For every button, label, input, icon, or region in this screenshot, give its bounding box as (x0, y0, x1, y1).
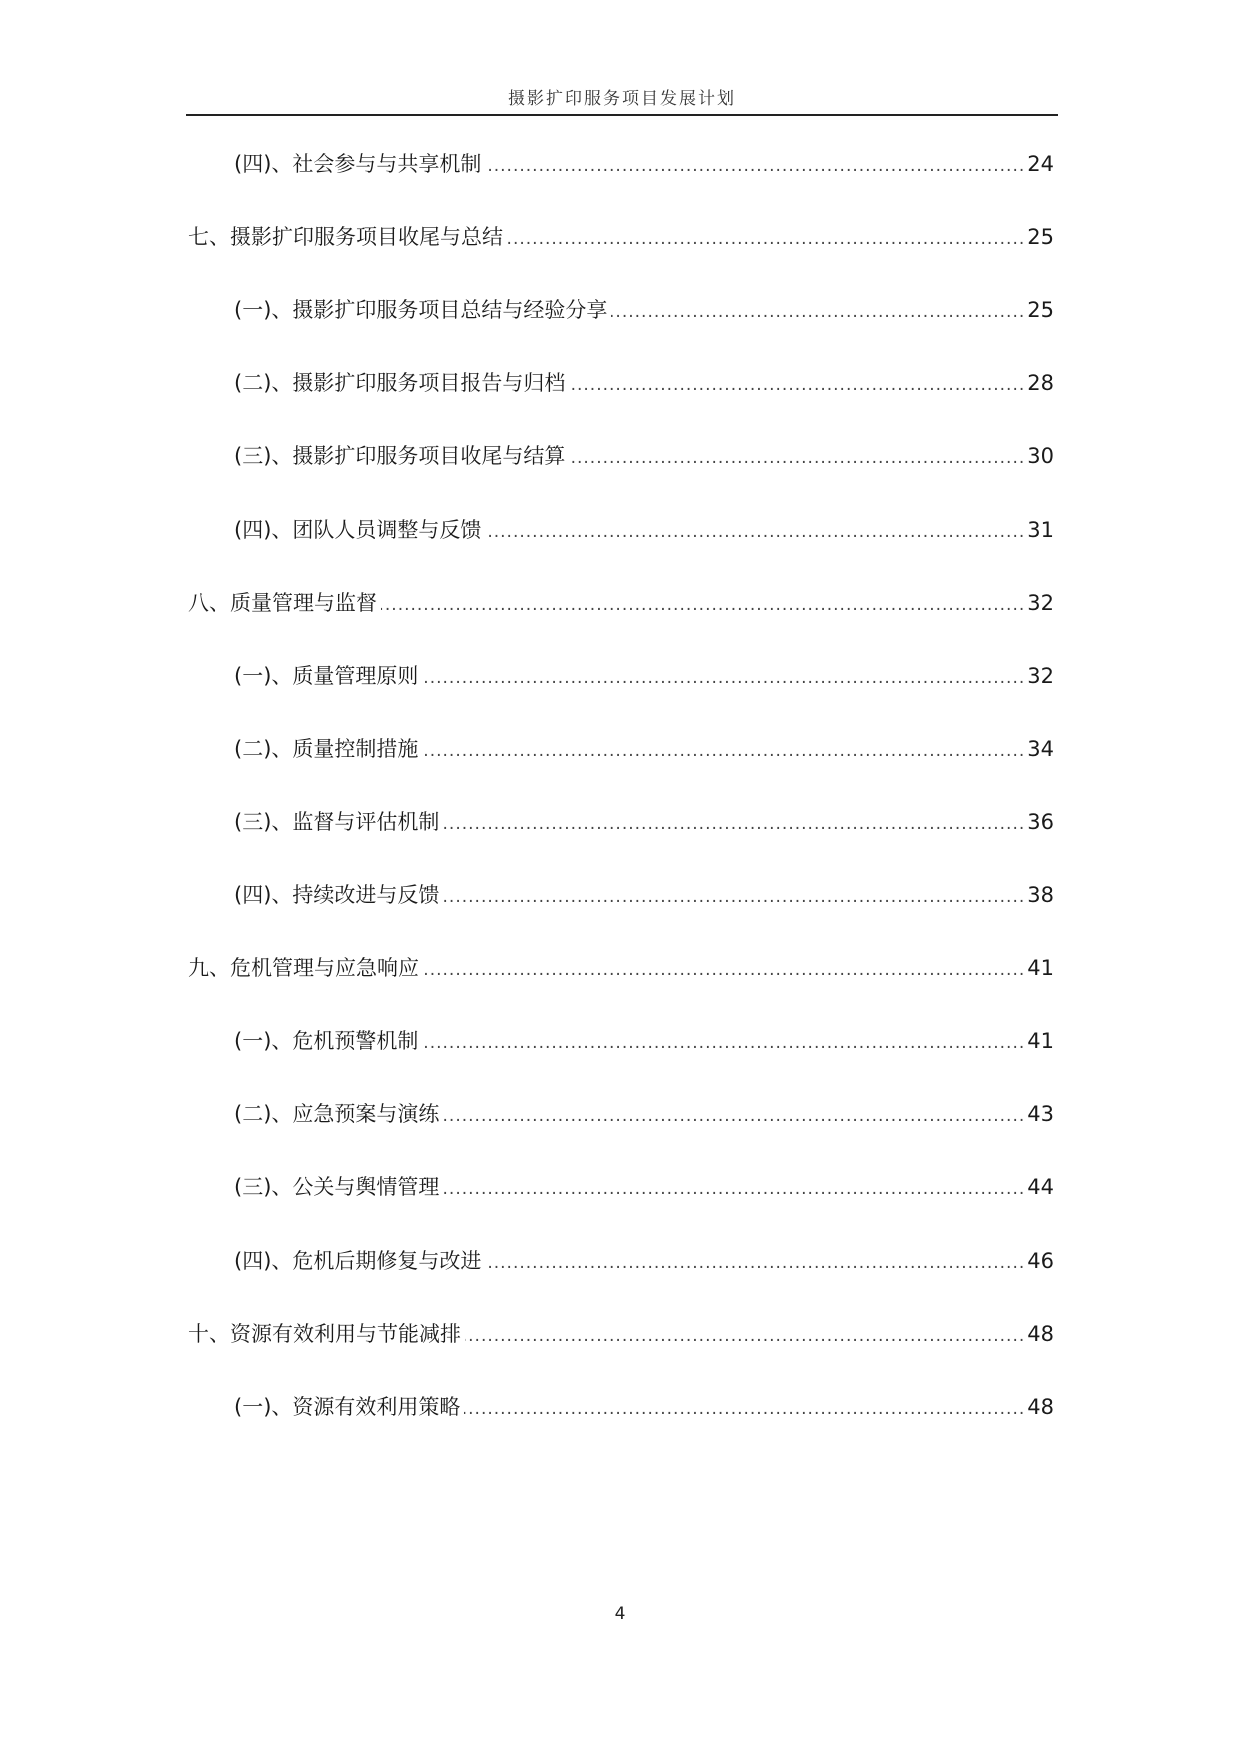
toc-section-entry[interactable] (234, 441, 1054, 471)
toc-entry-page: 48 (1027, 1322, 1054, 1346)
toc-section-entry[interactable] (234, 1172, 1054, 1202)
toc-dot-leader (507, 222, 1025, 252)
toc-dot-leader (485, 515, 1025, 545)
toc-section-entry[interactable] (234, 734, 1054, 764)
toc-entry-page: 31 (1027, 518, 1054, 542)
page-number: 4 (614, 1604, 626, 1624)
toc-section-entry[interactable] (234, 661, 1054, 691)
toc-entry-label: (二)、应急预案与演练 (234, 1102, 440, 1126)
toc-entry-page: 46 (1027, 1249, 1054, 1273)
toc-dot-leader (381, 588, 1025, 618)
toc-entry-page: 30 (1027, 444, 1054, 468)
toc-dot-leader (464, 1392, 1025, 1422)
toc-entry-label: (四)、持续改进与反馈 (234, 883, 440, 907)
toc-entry-label: 九、危机管理与应急响应 (188, 956, 419, 980)
toc-entry-label: 八、质量管理与监督 (188, 591, 377, 615)
toc-chapter-entry[interactable] (188, 953, 1054, 983)
toc-entry-page: 25 (1027, 225, 1054, 249)
toc-entry-page: 36 (1027, 810, 1054, 834)
toc-chapter-entry[interactable] (188, 222, 1054, 252)
toc-entry-label: (三)、监督与评估机制 (234, 810, 440, 834)
toc-section-entry[interactable] (234, 515, 1054, 545)
toc-entry-label: (三)、公关与舆情管理 (234, 1175, 440, 1199)
toc-section-entry[interactable] (234, 807, 1054, 837)
toc-section-entry[interactable] (234, 1246, 1054, 1276)
toc-entry-page: 28 (1027, 371, 1054, 395)
toc-section-entry[interactable] (234, 1099, 1054, 1129)
toc-entry-page: 32 (1027, 591, 1054, 615)
toc-entry-page: 38 (1027, 883, 1054, 907)
toc-section-entry[interactable] (234, 368, 1054, 398)
toc-dot-leader (422, 734, 1025, 764)
toc-entry-label: 十、资源有效利用与节能减排 (188, 1322, 461, 1346)
toc-entry-label: (四)、团队人员调整与反馈 (234, 518, 482, 542)
toc-entry-page: 41 (1027, 956, 1054, 980)
toc-entry-label: 七、摄影扩印服务项目收尾与总结 (188, 225, 503, 249)
toc-dot-leader (422, 1026, 1025, 1056)
toc-dot-leader (569, 368, 1025, 398)
toc-dot-leader (611, 295, 1025, 325)
toc-dot-leader (465, 1319, 1025, 1349)
toc-section-entry[interactable] (234, 1026, 1054, 1056)
toc-dot-leader (443, 1099, 1025, 1129)
toc-chapter-entry[interactable] (188, 588, 1054, 618)
toc-entry-page: 43 (1027, 1102, 1054, 1126)
toc-section-entry[interactable] (234, 880, 1054, 910)
toc-entry-label: (三)、摄影扩印服务项目收尾与结算 (234, 444, 566, 468)
toc-entry-page: 34 (1027, 737, 1054, 761)
toc-entry-label: (一)、资源有效利用策略 (234, 1395, 461, 1419)
toc-chapter-entry[interactable] (188, 1319, 1054, 1349)
toc-entry-page: 32 (1027, 664, 1054, 688)
toc-section-entry[interactable] (234, 295, 1054, 325)
toc-dot-leader (422, 661, 1025, 691)
toc-dot-leader (485, 149, 1025, 179)
toc-entry-label: (一)、质量管理原则 (234, 664, 419, 688)
toc-entry-page: 25 (1027, 298, 1054, 322)
document-title: 摄影扩印服务项目发展计划 (508, 89, 736, 109)
toc-entry-page: 41 (1027, 1029, 1054, 1053)
toc-entry-page: 44 (1027, 1175, 1054, 1199)
toc-section-entry[interactable] (234, 1392, 1054, 1422)
toc-entry-page: 24 (1027, 152, 1054, 176)
toc-entry-label: (四)、危机后期修复与改进 (234, 1249, 482, 1273)
toc-entry-label: (一)、危机预警机制 (234, 1029, 419, 1053)
toc-entry-label: (四)、社会参与与共享机制 (234, 152, 482, 176)
toc-section-entry[interactable] (234, 149, 1054, 179)
toc-dot-leader (443, 1172, 1025, 1202)
toc-entry-label: (二)、质量控制措施 (234, 737, 419, 761)
toc-dot-leader (443, 807, 1025, 837)
toc-entry-page: 48 (1027, 1395, 1054, 1419)
toc-entry-label: (二)、摄影扩印服务项目报告与归档 (234, 371, 566, 395)
toc-dot-leader (423, 953, 1025, 983)
toc-dot-leader (485, 1246, 1025, 1276)
toc-entry-label: (一)、摄影扩印服务项目总结与经验分享 (234, 298, 608, 322)
toc-dot-leader (569, 441, 1025, 471)
toc-dot-leader (443, 880, 1025, 910)
